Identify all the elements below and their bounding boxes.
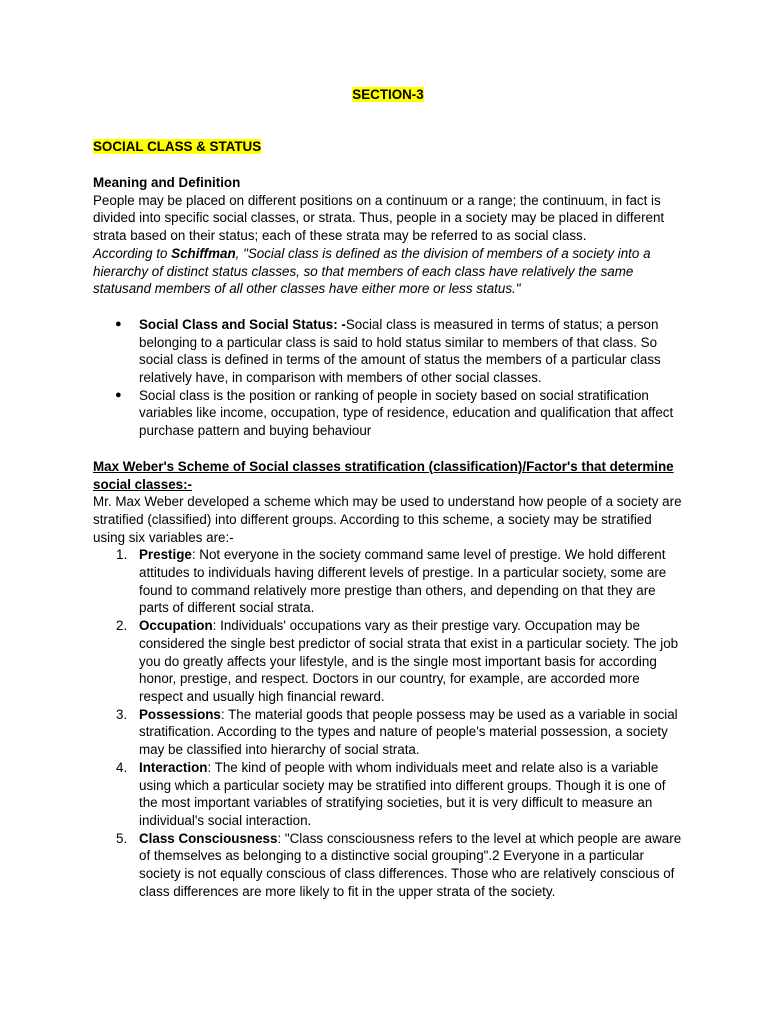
quote-text: , "Social class is defined as the division of members of a society into a hierarchy of distinct status classes, so that members of each class have relatively the same statusand members of all other classes have either more or less status." bbox=[93, 245, 651, 297]
topic-heading bbox=[93, 138, 683, 156]
meaning-paragraph: People may be placed on different positions on a continuum or a range; the continuum, in fact is divided into specific social classes, or strata. Thus, people in a society may be placed in different strata based on their status; each of these strata may be referred to as social class. bbox=[93, 192, 665, 244]
list-item bbox=[93, 546, 683, 617]
item-number: 5. bbox=[116, 830, 128, 846]
item-text: : Not everyone in the society command same level of prestige. We hold different attitudes to individuals having different levels of prestige. In a particular society, some are found to command relatively more prestige than others, and depending on that they are parts of different social strata. bbox=[139, 547, 667, 616]
item-number: 3. bbox=[116, 706, 128, 722]
bullet-icon: ● bbox=[115, 317, 122, 330]
item-text: : The material goods that people possess may be used as a variable in social stratification. According to the types and nature of people's material possession, a society may be classified into hierarchy of social strata. bbox=[139, 706, 678, 758]
item-number: 2. bbox=[116, 618, 128, 634]
list-item bbox=[93, 830, 683, 901]
item-text: : Individuals' occupations vary as their prestige vary. Occupation may be considered the single best predictor of social strata that exist in a particular society. The job you do greatly affects your lifestyle, and is the single most important basis for according honor, prestige, and respect. Doctors in our country, for example, are accorded more respect and usually high financial reward. bbox=[139, 618, 679, 704]
list-item bbox=[93, 759, 683, 830]
quote-prefix: According to bbox=[93, 245, 172, 261]
bullet-list bbox=[93, 316, 683, 440]
bullet-icon: ● bbox=[115, 388, 122, 401]
item-term: Interaction bbox=[139, 759, 208, 775]
item-text: : The kind of people with whom individuals meet and relate also is a variable using which a particular society may be stratified into different groups. Though it is one of the most important variables of stratifying societies, but it is very difficult to measure an individual's social interaction. bbox=[139, 759, 666, 828]
item-term: Occupation bbox=[139, 618, 213, 634]
bullet-text: Social class is measured in terms of status; a person belonging to a particular class is said to hold status similar to members of that class. So social class is defined in terms of the amount of status the members of a particular class relatively have, in comparison with members of other social classes. bbox=[139, 316, 661, 386]
quote-author: Schiffman bbox=[171, 245, 236, 261]
item-term: Class Consciousness bbox=[139, 830, 278, 846]
item-text: : "Class consciousness refers to the level at which people are aware of themselves as belonging to a distinctive social grouping".2 Everyone in a particular society is not equally conscious of class differences. Those who are relatively conscious of class differences are more likely to fit in the upper strata of the society. bbox=[139, 830, 682, 899]
document-page bbox=[93, 86, 683, 900]
item-term: Possessions bbox=[139, 706, 221, 722]
schiffman-quote bbox=[93, 245, 683, 298]
bullet-term: Social Class and Social Status: - bbox=[139, 316, 346, 332]
variables-list bbox=[93, 546, 683, 900]
item-term: Prestige bbox=[139, 547, 192, 563]
item-number: 4. bbox=[116, 759, 128, 775]
weber-intro: Mr. Max Weber developed a scheme which may be used to understand how people of a society are stratified (classified) into different groups. According to this scheme, a society may be stratified using six variables are:- bbox=[93, 494, 682, 545]
meaning-heading: Meaning and Definition bbox=[93, 175, 241, 190]
weber-heading: Max Weber's Scheme of Social classes stratification (classification)/Factor's that determine social classes:- bbox=[93, 458, 674, 492]
section-heading bbox=[93, 86, 683, 104]
list-item bbox=[93, 617, 683, 706]
list-item bbox=[93, 316, 683, 387]
section-title: SECTION-3 bbox=[352, 87, 424, 102]
list-item bbox=[93, 706, 683, 759]
item-number: 1. bbox=[116, 547, 128, 563]
list-item bbox=[93, 387, 683, 440]
topic-title: SOCIAL CLASS & STATUS bbox=[93, 139, 262, 154]
bullet-text: Social class is the position or ranking of people in society based on social stratification variables like income, occupation, type of residence, education and qualification that affect purchase pattern and buying behaviour bbox=[139, 387, 674, 439]
